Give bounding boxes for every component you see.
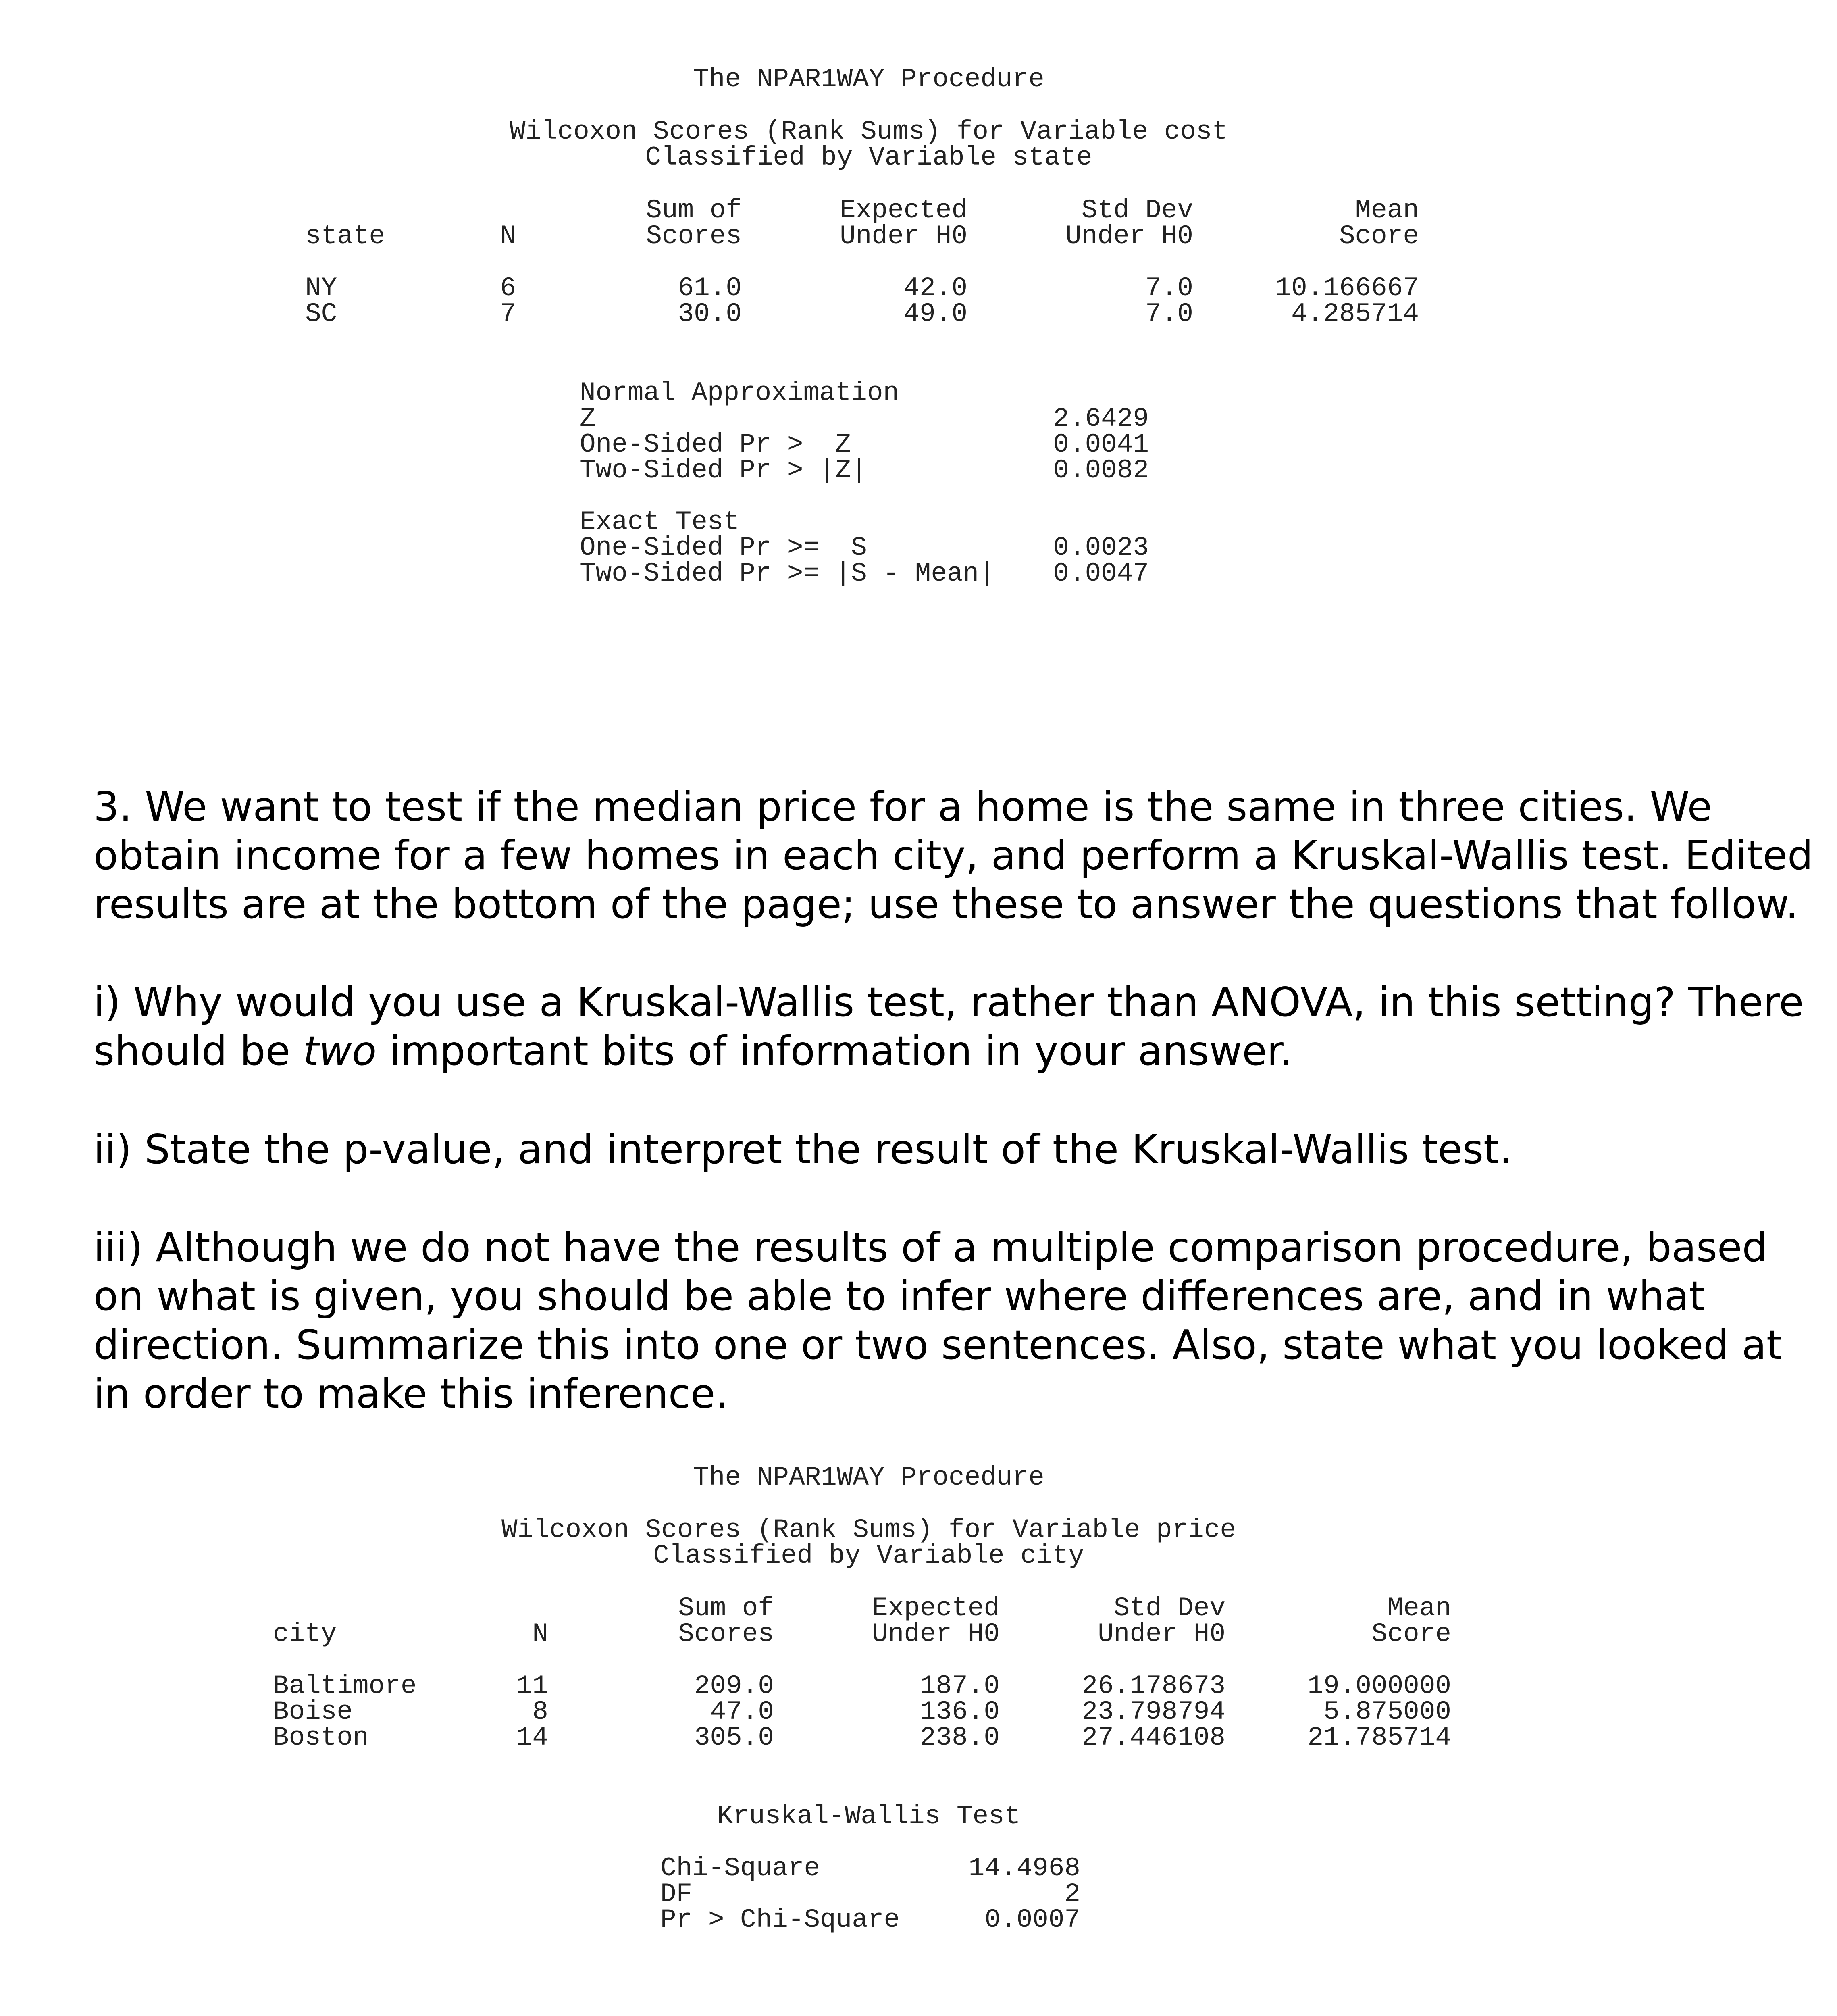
col-stddev-header-2: Under H0 [1098,1619,1225,1649]
p-value: 0.0007 [984,1905,1080,1935]
procedure-title: The NPAR1WAY Procedure [693,64,1044,94]
df-value: 2 [1064,1879,1080,1909]
exact-two-sided-label: Two-Sided Pr >= |S - Mean| [580,558,995,589]
col-expected-header: Expected [872,1593,1000,1623]
two-sided-value: 0.0082 [1053,455,1149,485]
row-expected: 136.0 [920,1697,1000,1727]
df-label: DF [660,1879,693,1909]
row-stddev: 26.178673 [1082,1671,1225,1701]
col-stddev-header: Std Dev [1081,195,1193,225]
one-sided-value: 0.0041 [1053,429,1149,460]
table-subheading: Classified by Variable state [645,142,1092,173]
col-stddev-header-2: Under H0 [1065,221,1193,251]
question-intro-text: 3. We want to test if the median price for a home is the same in three cities. We obtain income for a few homes in each city, and perform a Kruskal-Wallis test. Edited results are at the bottom of the page; use these to answer the questions that follow. [94,783,1813,928]
table-subheading: Classified by Variable city [653,1541,1084,1571]
table-heading: Wilcoxon Scores (Rank Sums) for Variable cost [509,117,1228,147]
question-ii-text: ii) State the p-value, and interpret the result of the Kruskal-Wallis test. [94,1126,1512,1173]
col-sum-header-2: Scores [646,221,742,251]
one-sided-label: One-Sided Pr > Z [580,429,851,460]
row-stddev: 7.0 [1145,299,1193,329]
col-n-header: N [532,1619,548,1649]
row-sum: 61.0 [678,273,742,303]
two-sided-label: Two-Sided Pr > |Z| [580,455,867,485]
row-mean: 10.166667 [1275,273,1419,303]
chi-square-label: Chi-Square [660,1853,820,1883]
col-expected-header: Expected [840,195,967,225]
exact-one-sided-label: One-Sided Pr >= S [580,533,867,563]
exact-two-sided-value: 0.0047 [1053,558,1149,589]
table-heading: Wilcoxon Scores (Rank Sums) for Variable price [501,1515,1236,1545]
col-mean-header: Mean [1355,195,1419,225]
row-group: NY [305,273,337,303]
row-expected: 238.0 [920,1722,1000,1753]
row-n: 11 [516,1671,548,1701]
kruskal-wallis-title: Kruskal-Wallis Test [717,1801,1021,1831]
col-mean-header-2: Score [1339,221,1419,251]
question-i-emphasis: two [303,1027,377,1075]
row-sum: 305.0 [694,1722,774,1753]
col-sum-header: Sum of [678,1593,774,1623]
row-group: Boise [273,1697,353,1727]
question-i-before: i) Why would you use a Kruskal-Wallis test, rather than ANOVA, in this setting? There should be [94,979,1804,1075]
col-sum-header-2: Scores [678,1619,774,1649]
col-n-header: N [500,221,516,251]
question-iii-text: iii) Although we do not have the results of a multiple comparison procedure, based on what is given, you should be able to infer where differences are, and in what direction. Summarize this into one or two sentences. Also, state what you looked at in order to make this inference. [94,1224,1783,1417]
row-stddev: 23.798794 [1082,1697,1225,1727]
p-value-label: Pr > Chi-Square [660,1905,900,1935]
exact-one-sided-value: 0.0023 [1053,533,1149,563]
row-n: 7 [500,299,516,329]
col-group-header: city [273,1619,337,1649]
row-expected: 42.0 [903,273,967,303]
col-sum-header: Sum of [646,195,742,225]
col-mean-header: Mean [1387,1593,1451,1623]
row-sum: 209.0 [694,1671,774,1701]
normal-approx-title: Normal Approximation [580,378,899,408]
procedure-title: The NPAR1WAY Procedure [693,1462,1044,1493]
col-stddev-header: Std Dev [1113,1593,1225,1623]
z-value: 2.6429 [1053,404,1149,434]
row-stddev: 27.446108 [1082,1722,1225,1753]
row-n: 6 [500,273,516,303]
row-mean: 4.285714 [1291,299,1419,329]
row-expected: 187.0 [920,1671,1000,1701]
row-expected: 49.0 [903,299,967,329]
row-group: Boston [273,1722,369,1753]
exact-test-title: Exact Test [580,507,740,537]
row-sum: 47.0 [710,1697,774,1727]
chi-square-value: 14.4968 [968,1853,1080,1883]
z-label: Z [580,404,596,434]
row-mean: 21.785714 [1307,1722,1451,1753]
row-group: SC [305,299,337,329]
question-i [94,978,1827,1075]
row-mean: 19.000000 [1307,1671,1451,1701]
row-group: Baltimore [273,1671,417,1701]
question-i-after: important bits of information in your answer. [377,1027,1293,1075]
row-sum: 30.0 [678,299,742,329]
question-i-text [94,978,1827,1075]
col-expected-header-2: Under H0 [840,221,967,251]
question-intro [94,782,1827,929]
col-group-header: state [305,221,385,251]
row-stddev: 7.0 [1145,273,1193,303]
col-expected-header-2: Under H0 [872,1619,1000,1649]
row-n: 14 [516,1722,548,1753]
row-mean: 5.875000 [1323,1697,1451,1727]
question-iii [94,1223,1827,1418]
row-n: 8 [532,1697,548,1727]
col-mean-header-2: Score [1371,1619,1451,1649]
question-ii [94,1125,1827,1174]
